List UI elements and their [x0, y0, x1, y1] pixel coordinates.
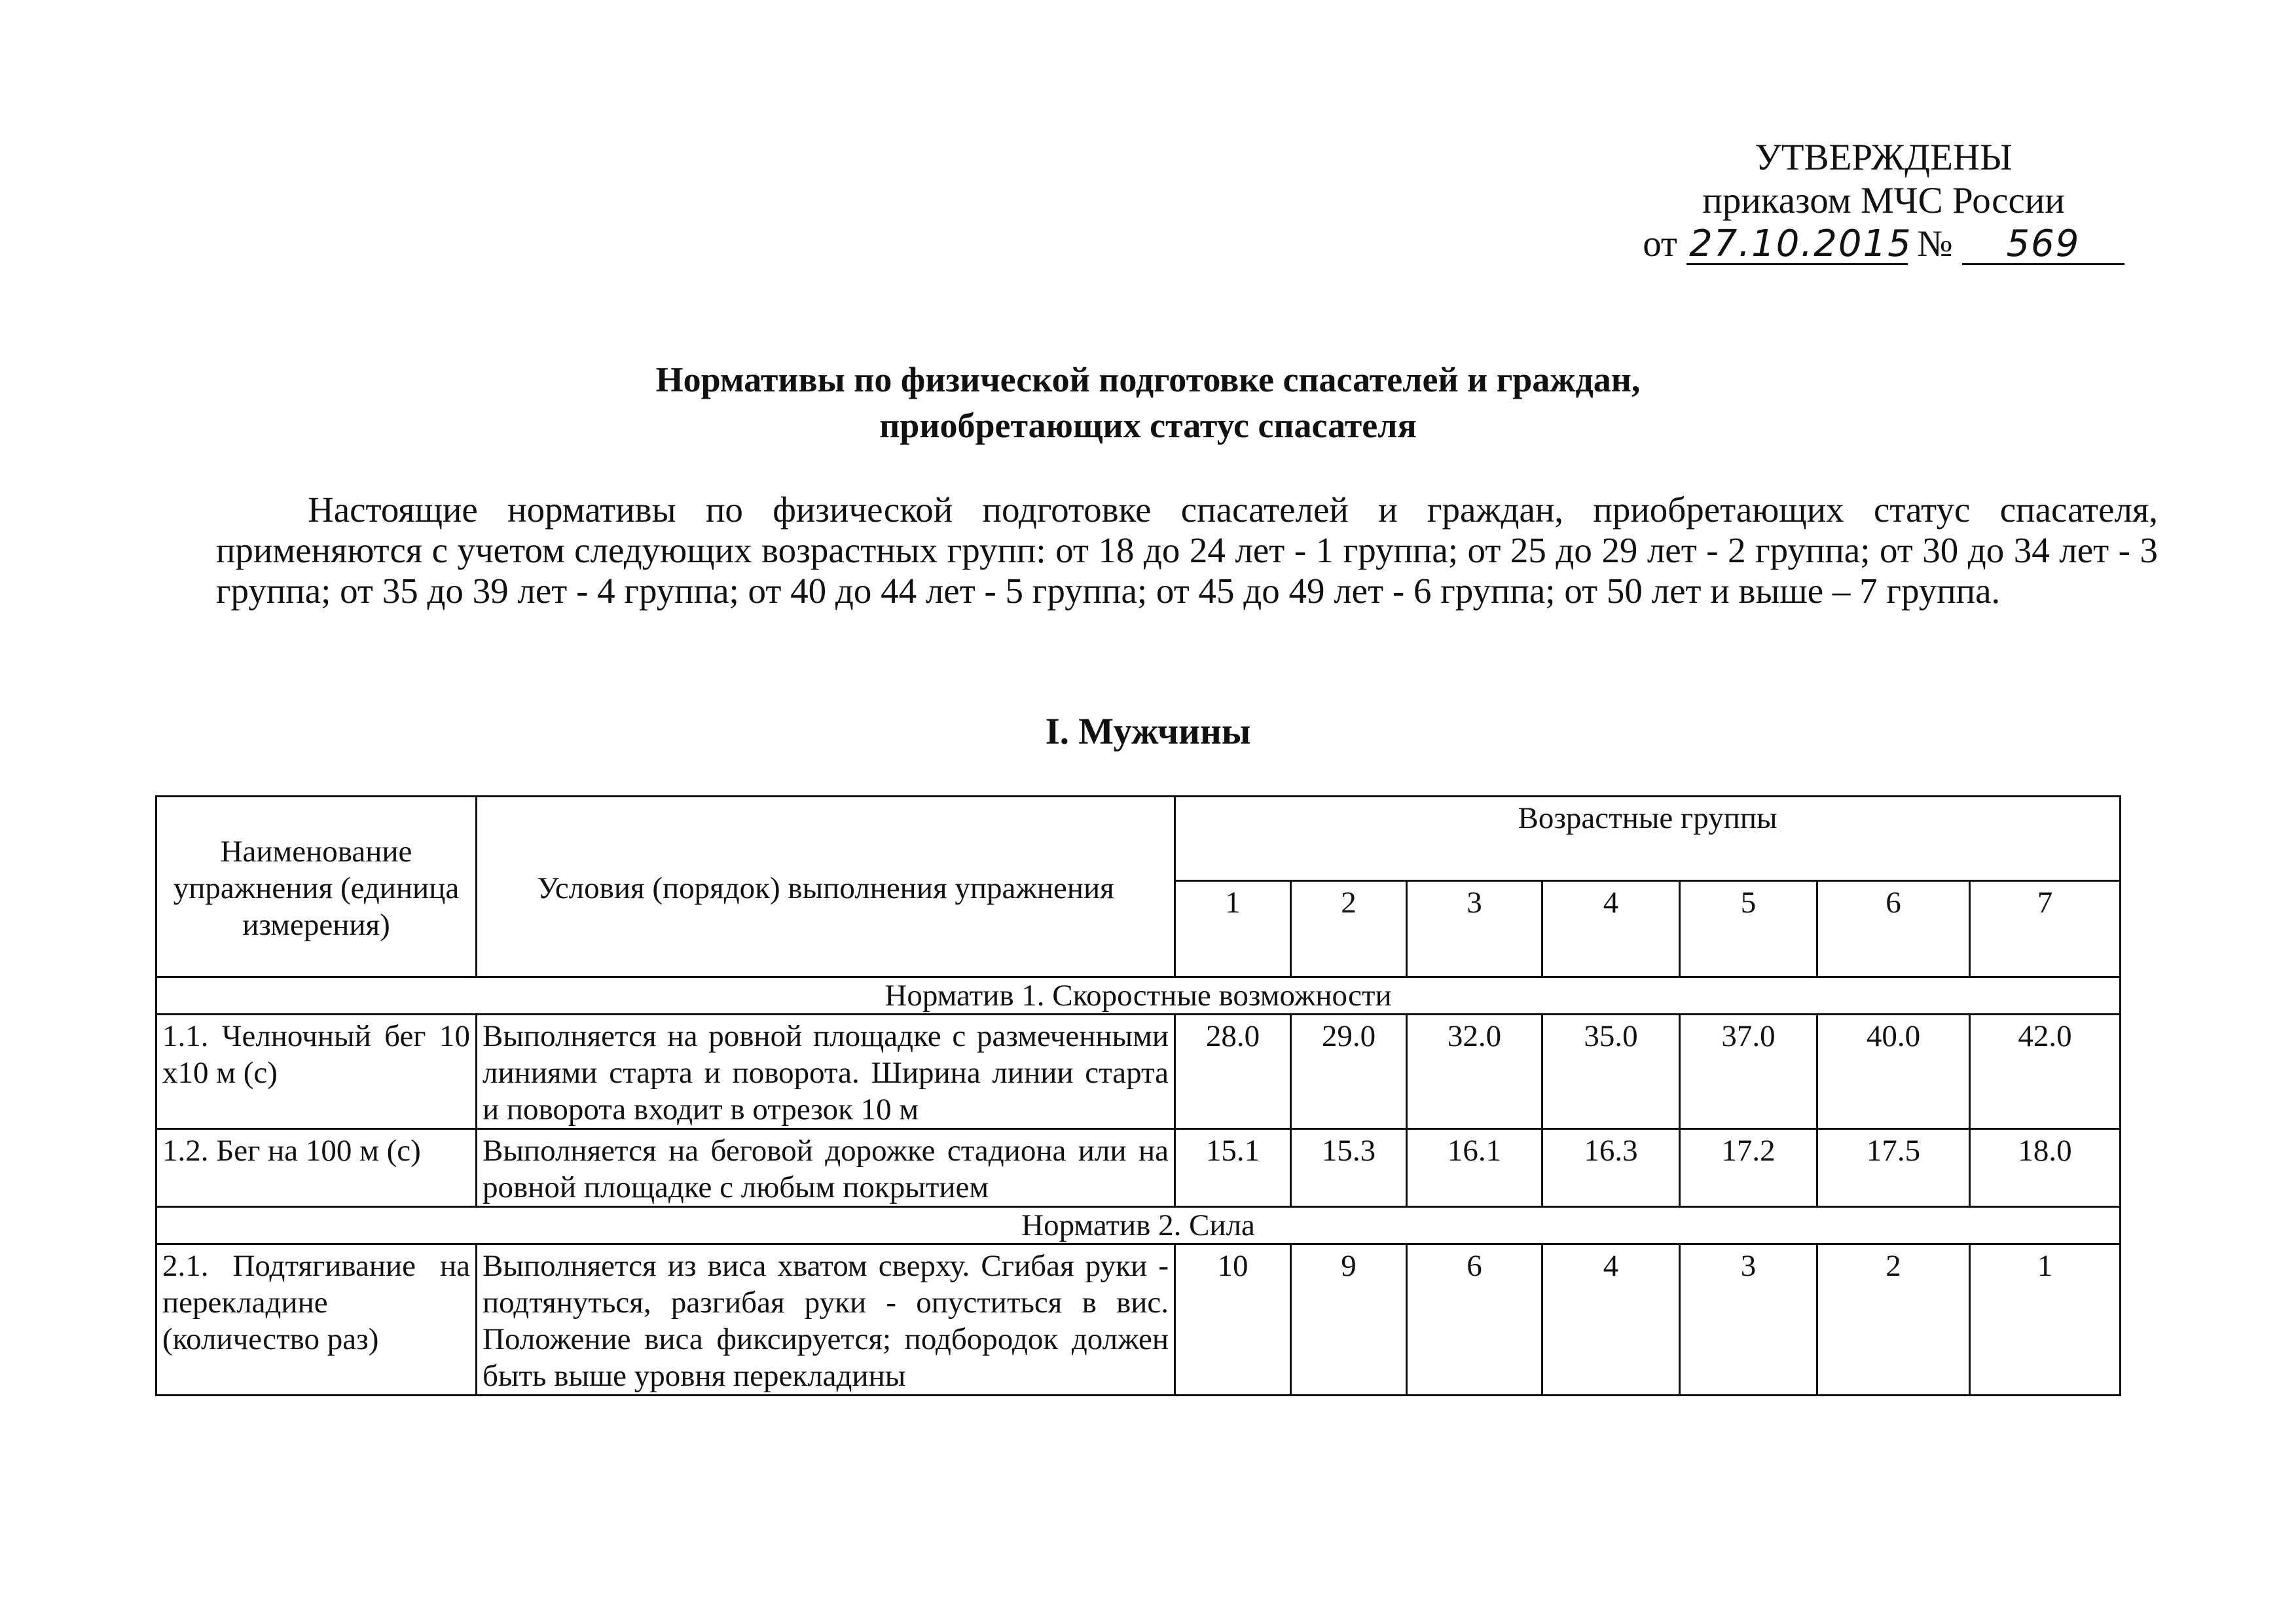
- approval-number-handwritten: 569: [1962, 225, 2124, 265]
- norm-value: 15.3: [1291, 1129, 1407, 1207]
- table-row: [156, 1015, 2121, 1129]
- approval-from-label: от: [1643, 223, 1677, 264]
- norm-value: 15.1: [1175, 1129, 1291, 1207]
- exercise-conditions: Выполняется на беговой дорожке стадиона или на ровной площадке с любым покрытием: [477, 1129, 1175, 1207]
- exercise-name: 2.1. Подтягивание на перекладине (количество раз): [156, 1244, 477, 1396]
- norm-value: 2: [1817, 1244, 1970, 1396]
- group-number: 6: [1817, 881, 1970, 977]
- norm-value: 3: [1680, 1244, 1817, 1396]
- norm-value: 4: [1542, 1244, 1680, 1396]
- norm-value: 6: [1407, 1244, 1542, 1396]
- exercise-name: 1.2. Бег на 100 м (с): [156, 1129, 477, 1207]
- norm-heading-row: [156, 977, 2121, 1015]
- group-number: 7: [1970, 881, 2121, 977]
- norm-value: 35.0: [1542, 1015, 1680, 1129]
- approval-number-label: №: [1917, 223, 1953, 264]
- column-header-age-groups: Возрастные группы: [1175, 797, 2121, 881]
- document-title-line2: приобретающих статус спасателя: [879, 406, 1417, 445]
- exercise-conditions: Выполняется на ровной площадке с размеченными линиями старта и поворота. Ширина линии старта и поворота входит в отрезок 10 м: [477, 1015, 1175, 1129]
- norm-value: 1: [1970, 1244, 2121, 1396]
- norm-value: 16.3: [1542, 1129, 1680, 1207]
- approval-date-handwritten: 27.10.2015: [1686, 225, 1908, 265]
- norm-value: 40.0: [1817, 1015, 1970, 1129]
- document-title-line1: Нормативы по физической подготовке спасателей и граждан,: [655, 360, 1641, 399]
- exercise-name: 1.1. Челночный бег 10 х10 м (с): [156, 1015, 477, 1129]
- norm-heading: Норматив 1. Скоростные возможности: [156, 977, 2121, 1015]
- norm-value: 32.0: [1407, 1015, 1542, 1129]
- norm-value: 29.0: [1291, 1015, 1407, 1129]
- exercise-conditions: Выполняется из виса хватом сверху. Сгибая руки - подтянуться, разгибая руки - опуститься в вис. Положение виса фиксируется; подбородок должен быть выше уровня перекладины: [477, 1244, 1175, 1396]
- intro-paragraph: Настоящие нормативы по физической подготовке спасателей и граждан, приобретающих статус спасателя, применяются с учетом следующих возрастных групп: от 18 до 24 лет - 1 группа; от 25 до 29 лет - 2 группа; от 30 до 34 лет - 3 группа; от 35 до 39 лет - 4 группа; от 40 до 44 лет - 5 группа; от 45 до 49 лет - 6 группа; от 50 лет и выше – 7 группа.: [216, 490, 2158, 611]
- norm-value: 37.0: [1680, 1015, 1817, 1129]
- section-heading: I. Мужчины: [1045, 711, 1251, 752]
- column-header-conditions: Условия (порядок) выполнения упражнения: [477, 797, 1175, 977]
- norm-heading-row: [156, 1207, 2121, 1244]
- approval-stamp: [1643, 136, 2124, 266]
- norm-heading: Норматив 2. Сила: [156, 1207, 2121, 1244]
- norms-table: [155, 795, 2121, 1396]
- column-header-name: Наименование упражнения (единица измерения): [156, 797, 477, 977]
- group-number: 2: [1291, 881, 1407, 977]
- document-title: [0, 357, 2296, 448]
- table-row: [156, 1244, 2121, 1396]
- group-number: 4: [1542, 881, 1680, 977]
- norm-value: 9: [1291, 1244, 1407, 1396]
- approval-date-line: [1643, 223, 2124, 266]
- norm-value: 28.0: [1175, 1015, 1291, 1129]
- group-number: 1: [1175, 881, 1291, 977]
- norm-value: 17.5: [1817, 1129, 1970, 1207]
- table-row: [156, 1129, 2121, 1207]
- approval-title: УТВЕРЖДЕНЫ: [1755, 137, 2013, 178]
- group-number: 5: [1680, 881, 1817, 977]
- norm-value: 16.1: [1407, 1129, 1542, 1207]
- approval-order: приказом МЧС России: [1702, 180, 2065, 221]
- group-number: 3: [1407, 881, 1542, 977]
- norm-value: 42.0: [1970, 1015, 2121, 1129]
- norm-value: 18.0: [1970, 1129, 2121, 1207]
- norm-value: 17.2: [1680, 1129, 1817, 1207]
- norm-value: 10: [1175, 1244, 1291, 1396]
